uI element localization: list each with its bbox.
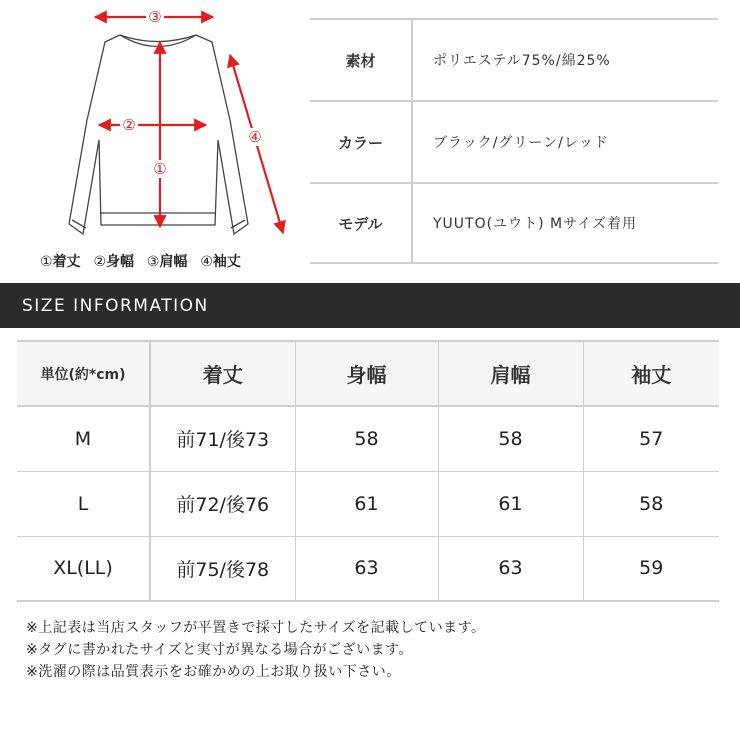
note-line: ※洗濯の際は品質表示をお確かめの上お取り扱い下さい。	[26, 664, 401, 680]
legend-num: ④	[200, 254, 213, 270]
body-width-number: ②	[122, 116, 136, 134]
size-label: XL(LL)	[17, 536, 150, 601]
garment-measurement-diagram	[0, 0, 300, 280]
spec-row-model	[310, 182, 718, 264]
note-line: ※上記表は当店スタッフが平置きで採寸したサイズを記載しています。	[26, 620, 486, 636]
cell-length: 前75/後78	[150, 536, 295, 601]
notes	[26, 617, 486, 683]
legend-label: 袖丈	[212, 254, 241, 270]
cell-body-width: 58	[295, 406, 438, 471]
header-sleeve: 袖丈	[583, 341, 719, 406]
cell-sleeve: 59	[583, 536, 719, 601]
spec-row-color	[310, 100, 718, 182]
shoulder-number: ③	[148, 8, 162, 26]
legend-num: ③	[146, 254, 160, 270]
spec-value: ブラック/グリーン/レッド	[433, 135, 609, 151]
legend-num: ②	[93, 254, 106, 270]
cell-sleeve: 58	[583, 471, 719, 536]
size-table	[17, 340, 719, 602]
cell-length: 前72/後76	[150, 471, 295, 536]
spec-label: カラー	[310, 102, 413, 182]
length-number: ①	[153, 160, 167, 178]
note-line: ※タグに書かれたサイズと実寸が異なる場合がございます。	[26, 642, 413, 658]
size-row	[17, 471, 719, 536]
size-table-header	[17, 341, 719, 406]
cell-body-width: 61	[295, 471, 438, 536]
size-row	[17, 406, 719, 471]
spec-value: YUUTO(ユウト) Mサイズ着用	[433, 216, 637, 232]
legend-label: 身幅	[106, 254, 134, 270]
cell-shoulder: 58	[438, 406, 583, 471]
size-label: L	[17, 471, 150, 536]
legend-item-body-width	[93, 254, 134, 270]
legend-item-length	[40, 254, 81, 270]
size-information-banner	[0, 283, 740, 328]
cell-shoulder: 61	[438, 471, 583, 536]
cell-sleeve: 57	[583, 406, 719, 471]
legend-num: ①	[40, 254, 53, 270]
legend-item-shoulder	[147, 254, 188, 270]
legend-label: 着丈	[52, 254, 81, 270]
sleeve-number: ④	[248, 128, 262, 146]
legend-item-sleeve	[200, 254, 241, 270]
header-length: 着丈	[150, 341, 295, 406]
spec-row-material	[310, 18, 718, 100]
sweater-outline	[69, 35, 248, 234]
cell-length: 前71/後73	[150, 406, 295, 471]
cell-body-width: 63	[295, 536, 438, 601]
size-row	[17, 536, 719, 601]
cell-shoulder: 63	[438, 536, 583, 601]
spec-label: モデル	[310, 184, 413, 262]
spec-label: 素材	[310, 20, 413, 100]
banner-title: SIZE INFORMATION	[22, 295, 209, 316]
product-spec-table	[310, 18, 718, 264]
measurement-legend	[40, 251, 290, 271]
header-shoulder: 肩幅	[438, 341, 583, 406]
spec-value: ポリエステル75%/綿25%	[433, 53, 611, 69]
size-label: M	[17, 406, 150, 471]
legend-label: 肩幅	[159, 254, 188, 270]
header-unit: 単位(約*cm)	[17, 341, 150, 406]
header-body-width: 身幅	[295, 341, 438, 406]
